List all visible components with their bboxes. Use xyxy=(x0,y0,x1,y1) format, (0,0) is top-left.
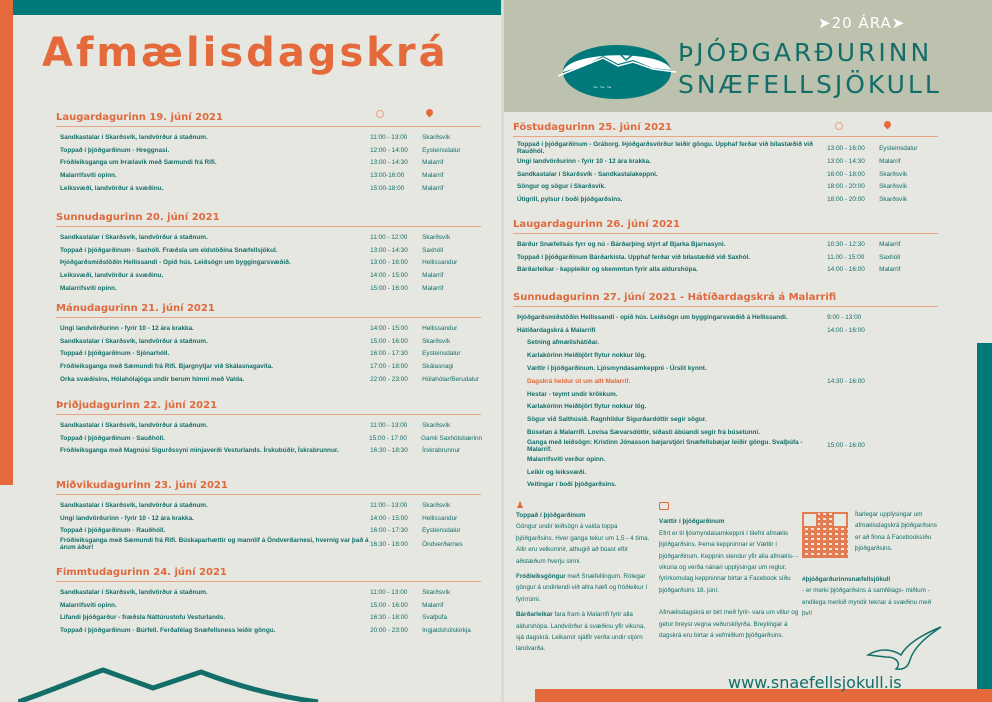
event-activity: Ungi landvörðurinn - fyrir 10 - 12 ára krakka. xyxy=(60,324,194,332)
event-time: 13:00 - 14:30 xyxy=(370,159,408,167)
event-location: Skarðsvík xyxy=(422,233,451,241)
event-location: Malarrif xyxy=(422,172,444,180)
event-time: 16:30 - 18:30 xyxy=(370,447,408,455)
event-location: Öndverðarnes xyxy=(422,540,463,548)
event-row xyxy=(56,169,481,182)
event-location: Skarðsvík xyxy=(422,337,451,345)
event-location: Malarrif xyxy=(422,185,444,193)
day-section xyxy=(513,122,938,206)
event-time: 15:00-18:00 xyxy=(370,185,405,193)
event-time: 13:00 - 16:00 xyxy=(827,144,865,152)
event-row xyxy=(56,525,481,538)
day-title: Sunnudagurinn 27. júní 2021 - Hátíðardagskrá á Malarrifi xyxy=(513,292,938,307)
day-section xyxy=(56,567,481,637)
event-activity: Karlakórinn Heiðbjört flytur nokkur lög. xyxy=(527,352,647,360)
event-row xyxy=(56,612,481,625)
event-location: Hellissandur xyxy=(422,324,458,332)
event-row xyxy=(513,375,938,388)
event-location: Skarðsvík xyxy=(879,170,908,178)
hiker-icon: ♟ xyxy=(516,500,525,510)
day-section xyxy=(56,212,481,295)
event-time: 13:00-16:00 xyxy=(370,172,405,180)
anniversary-label: ➤20 ÁRA➤ xyxy=(818,14,906,32)
event-row xyxy=(56,586,481,599)
event-time: 15:00 - 16:00 xyxy=(370,285,408,293)
event-time: 14:00 - 15:00 xyxy=(370,324,408,332)
event-row xyxy=(513,181,938,194)
event-row xyxy=(56,512,481,525)
event-activity: Sandkastalar í Skarðsvík, landvörður á staðnum. xyxy=(60,233,208,241)
event-row xyxy=(56,182,481,195)
page-title: Afmælisdagskrá xyxy=(42,30,449,76)
event-activity: Toppað í þjóðgarðinum - Saxhóll. Fræðsla um eldstöðina Snæfellsjökul. xyxy=(60,246,278,254)
website-link[interactable]: www.snaefellsjokull.is xyxy=(728,673,902,692)
hashtag-text: - er merki þjóðgarðsins á samfélags- miðlum - endilega merkið myndir teknar á svæðinu með því! xyxy=(802,587,932,618)
event-location: Malarrif xyxy=(879,157,901,165)
event-row xyxy=(513,413,938,426)
event-row xyxy=(56,144,481,157)
day-section xyxy=(513,219,938,276)
event-time: 14:00 - 16:00 xyxy=(827,326,865,334)
event-row xyxy=(56,419,481,432)
event-activity: Söngur og sögur í Skarðsvík. xyxy=(517,183,606,191)
event-activity: Bárður Snæfellsás fyrr og nú - Bárðarþing stýrt af Bjarka Bjarnasyni. xyxy=(517,240,726,248)
event-time: 22:00 - 23:00 xyxy=(370,376,408,384)
event-activity: Karlakórinn Heiðbjört flytur nokkur lög. xyxy=(527,403,647,411)
logo-text-line1: ÞJÓÐGARÐURINN xyxy=(678,38,933,67)
event-activity: Sandkastalar í Skarðsvík, landvörður á staðnum. xyxy=(60,337,208,345)
event-activity: Fróðleiksganga með Sæmundi frá Rifi. Bjargnytjar við Skálasnagavita. xyxy=(60,363,274,371)
event-row xyxy=(513,251,938,264)
event-activity: Hestar - teymt undir krökkum. xyxy=(527,390,618,398)
event-activity: Búsetan á Malarrifi. Lovísa Sævarsdóttir, síðasti ábúandi segir frá búsetunni. xyxy=(527,429,760,437)
day-section xyxy=(56,112,481,195)
event-row xyxy=(56,231,481,244)
event-activity: Ungi landvörðurinn - fyrir 10 - 12 ára krakka. xyxy=(517,157,651,165)
event-activity: Þjóðgarðsmiðstöðin Hellissandi - Opið hús. Leiðsögn um byggingarsvæðið. xyxy=(60,259,291,267)
event-time: 10:30 - 12:30 xyxy=(827,240,865,248)
event-row xyxy=(513,362,938,375)
event-row xyxy=(56,322,481,335)
event-time: 16:00 - 17:30 xyxy=(370,350,408,358)
event-activity: Bárðarleikar - kappleikir og skemmtun fyrir alla aldurshópa. xyxy=(517,266,698,274)
event-row xyxy=(56,360,481,373)
day-title: Mánudagurinn 21. júní 2021 xyxy=(56,303,481,318)
event-activity: Þjóðgarðsmiðstöðin Hellissandi - opið hús. Leiðsögn um byggingarsvæðið á Hellissandi. xyxy=(517,313,788,321)
facebook-qr-code[interactable] xyxy=(802,512,848,558)
logo-text-line2: SNÆFELLSJÖKULL xyxy=(678,70,942,99)
event-activity: Sögur við Salthúsið. Ragnhildur Sigurðardóttir segir sögur. xyxy=(527,416,707,424)
event-activity: Fróðleiksganga með Magnúsi Sigurðssyni minjaverði Vesturlands. Írskubúðir, Ískrabrunnur. xyxy=(60,447,339,455)
event-location: Svalþúfa xyxy=(422,614,447,622)
event-row xyxy=(513,155,938,168)
event-row xyxy=(56,432,481,445)
event-activity: Dagskrá heldur út um allt Malarrif. xyxy=(527,377,631,385)
event-location: Saxhóll xyxy=(422,246,444,254)
event-activity: Hátíðardagskrá á Malarrifi xyxy=(517,326,596,334)
event-location: Skarðsvík xyxy=(422,421,451,429)
info-heading: Vættir í þjóðgarðinum xyxy=(659,518,725,526)
event-activity: Orka svæðisins, Hólahólajóga undir berum himni með Valda. xyxy=(60,376,245,384)
event-activity: Malarrifsviti verður opinn. xyxy=(527,455,606,463)
event-location: Malarrif xyxy=(879,266,901,274)
event-location: Gamli Saxhólsbærinn xyxy=(421,434,483,442)
event-location: Malarrif xyxy=(422,285,444,293)
event-location: Eysteinsdalur xyxy=(422,146,461,154)
event-location: Skarðsvík xyxy=(422,133,451,141)
info-text: Göngur undir leiðsögn á valda toppa þjóðgarðsins. Hver ganga tekur um 1,5 - 4 tíma. Allir eru velkomnir, athugið að búast eftir aðstæðum hverju sinni. xyxy=(516,523,650,565)
day-section xyxy=(56,303,481,386)
event-time: 16:00 - 17:30 xyxy=(370,527,408,535)
day-title: Sunnudagurinn 20. júní 2021 xyxy=(56,212,481,227)
event-row xyxy=(56,624,481,637)
event-activity: Fróðleiksganga með Sæmundi frá Rifi. Búskaparhættir og mannlíf á Öndverðarnesi, hvernig var það á árum áður! xyxy=(60,537,369,552)
event-row xyxy=(513,426,938,439)
event-row xyxy=(513,193,938,206)
event-time: 16:30 - 18:00 xyxy=(370,614,408,622)
event-activity: Sandkastalar í Skarðsvík - Sandkastalakeppni. xyxy=(517,170,658,178)
event-time: 11:00 - 13:00 xyxy=(370,501,408,509)
event-location: Eysteinsdalur xyxy=(422,527,461,535)
event-row xyxy=(513,349,938,362)
event-location: Hellissandur xyxy=(422,514,458,522)
mountain-outline-icon xyxy=(18,640,358,702)
info-text: Efnt er til ljósmyndasamkeppni í tilefni afmælis þjóðgarðsins. Þema keppninnar er Vættir í þjóðgarðinum. Keppnin stendur yfir alla afmælis- -vikuna og verða nánari upplýsingar um reglur, fyrirkomulag keppninnar birtar á Facebook síðu þjóðgarðsins 18. júní. xyxy=(659,529,798,594)
event-location: Malarrif xyxy=(879,240,901,248)
event-time: 15:00 - 16:00 xyxy=(370,601,408,609)
info-bardarleikar: Bárðarleikar fara fram á Malarrifi fyrir alla aldurshópa. Landvörður á svæðinu yfir vikuna, sjá dagskrá. Leikarnir sjálfir verða undir stjórn landvarða. xyxy=(516,611,646,653)
day-title: Miðvikudagurinn 23. júní 2021 xyxy=(56,480,481,495)
event-time: 12:00 - 14:00 xyxy=(370,146,408,154)
park-logo-emblem-icon xyxy=(558,42,676,102)
event-row xyxy=(56,131,481,144)
event-time: 9:00 - 13:00 xyxy=(827,313,862,321)
event-activity: Ungi landvörðurinn - fyrir 10 - 12 ára krakka. xyxy=(60,514,194,522)
info-vaettir xyxy=(659,500,799,641)
event-row xyxy=(513,453,938,466)
event-location: Malarrif xyxy=(422,159,444,167)
event-time: 17:00 - 18:00 xyxy=(370,363,408,371)
event-activity: Vættir í þjóðgarðinum. Ljósmyndasamkeppni - Úrslit kynnt. xyxy=(527,365,707,373)
event-activity: Leikir og leiksvæði. xyxy=(527,468,587,476)
event-time: 11:00 - 13:00 xyxy=(370,421,408,429)
event-activity: Leiksvæði, landvörður á svæðinu. xyxy=(60,272,164,280)
event-time: 15:00 - 16:00 xyxy=(370,337,408,345)
event-row xyxy=(56,282,481,295)
event-row xyxy=(513,264,938,277)
event-location: Írskrabrunnur xyxy=(422,447,461,455)
event-row xyxy=(513,337,938,350)
event-row xyxy=(513,466,938,479)
bird-icon xyxy=(866,625,946,675)
event-location: Eysteinsdalur xyxy=(422,350,461,358)
event-row xyxy=(56,269,481,282)
event-row xyxy=(513,401,938,414)
event-location: Eysteinsdalur xyxy=(879,144,918,152)
top-teal-bar xyxy=(13,0,501,15)
event-time: 18:00 - 20:00 xyxy=(827,196,865,204)
event-time: 11:00 - 13:00 xyxy=(370,133,408,141)
event-location: Skálasnagi xyxy=(422,363,454,371)
event-location: Skarðsvík xyxy=(879,196,908,204)
event-time: 16:00 - 18:00 xyxy=(827,170,865,178)
event-row xyxy=(56,244,481,257)
event-activity: Veitingar í boði þjóðgarðsins. xyxy=(527,481,617,489)
event-location: Ingjaldshólskirkja xyxy=(422,627,471,635)
day-title: Föstudagurinn 25. júní 2021 xyxy=(513,122,938,137)
hashtag: #þjóðgarðurinnsnæfellsjökull xyxy=(802,576,891,583)
event-row xyxy=(56,373,481,386)
event-row xyxy=(513,141,938,155)
event-time: 13:00 - 14:30 xyxy=(370,246,408,254)
event-time: 20:00 - 23:00 xyxy=(370,627,408,635)
event-location: Hólahólar/Berudalur xyxy=(422,376,479,384)
right-teal-bar xyxy=(977,343,992,702)
day-title: Laugardagurinn 19. júní 2021 xyxy=(56,112,481,127)
event-row xyxy=(513,238,938,251)
info-toppad xyxy=(516,500,651,655)
event-row xyxy=(56,257,481,270)
event-row xyxy=(56,537,481,551)
event-row xyxy=(513,479,938,492)
event-activity: Sandkastalar í Skarðsvík, landvörður á staðnum. xyxy=(60,588,208,596)
event-location: Skarðsvík xyxy=(422,588,451,596)
event-activity: Sandkastalar í Skarðsvík, landvörður á staðnum. xyxy=(60,133,208,141)
day-title: Fimmtudagurinn 24. júní 2021 xyxy=(56,567,481,582)
day-title: Þriðjudagurinn 22. júní 2021 xyxy=(56,400,481,415)
event-activity: Malarrifsviti opinn. xyxy=(60,172,117,180)
info-frodleik: Fróðleiksgöngur með Snæfellingum. Rólegar göngur á undirlendi við allra hæfi og fróðleikur í fyrirrúmi. xyxy=(516,573,648,603)
event-row xyxy=(513,324,938,337)
event-row xyxy=(513,168,938,181)
event-activity: Leiksvæði, landvörður á svæðinu. xyxy=(60,185,164,193)
event-activity: Útigrill, pylsur í boði þjóðgarðsins. xyxy=(517,196,623,204)
event-row xyxy=(56,335,481,348)
day-title: Laugardagurinn 26. júní 2021 xyxy=(513,219,938,234)
event-time: 14:30 - 16:00 xyxy=(827,377,865,385)
event-activity: Fróðleiksganga um Þrælavík með Sæmundi frá Rifi. xyxy=(60,159,217,167)
left-orange-bar xyxy=(0,0,13,485)
info-disclaimer: Afmælisdagskrá er birt með fyrir- vara um villur og getur breyst vegna veðurskilyrða. Breytingar á dagskrá eru birtar á vefmiðlum þjóðgarðsins. xyxy=(659,609,799,640)
event-time: 11:00 - 13:00 xyxy=(370,588,408,596)
info-hashtag xyxy=(802,574,932,620)
event-time: 13:00 - 14:30 xyxy=(827,157,865,165)
event-activity: Toppað í þjóðgarðinum - Rauðhóll. xyxy=(60,527,166,535)
event-row xyxy=(56,445,481,458)
event-location: Malarrif xyxy=(422,272,444,280)
event-location: Hellissandur xyxy=(422,259,458,267)
event-row xyxy=(513,439,938,453)
camera-icon xyxy=(659,502,669,510)
event-time: 14:00 - 16:00 xyxy=(827,266,865,274)
event-row xyxy=(56,499,481,512)
event-activity: Sandkastalar í Skarðsvík, landvörður á staðnum. xyxy=(60,501,208,509)
event-location: Skarðsvík xyxy=(422,501,451,509)
event-location: Malarrif xyxy=(422,601,444,609)
event-time: 15:00 - 16:00 xyxy=(827,442,865,450)
event-time: 13:00 - 16:00 xyxy=(370,259,408,267)
event-time: 16:30 - 18:00 xyxy=(370,540,408,548)
event-row xyxy=(56,348,481,361)
day-section xyxy=(56,480,481,551)
event-time: 15:00 - 17:00 xyxy=(369,434,407,442)
event-activity: Toppað í þjóðgarðinum - Hreggnasi. xyxy=(60,146,170,154)
event-activity: Toppað í þjóðgarðinum - Sauðhóll. xyxy=(60,434,165,442)
event-time: 18:00 - 20:00 xyxy=(827,183,865,191)
event-time: 11.00 - 15:00 xyxy=(827,253,865,261)
event-row xyxy=(56,599,481,612)
event-activity: Sandkastalar í Skarðsvík, landvörður á staðnum. xyxy=(60,421,208,429)
event-activity: Malarrifsviti opinn. xyxy=(60,285,117,293)
event-time: 14:00 - 15:00 xyxy=(370,272,408,280)
event-row xyxy=(513,311,938,324)
event-location: Saxhóll xyxy=(879,253,901,261)
event-activity: Malarrifsviti opinn. xyxy=(60,601,117,609)
event-location: Skarðsvík xyxy=(879,183,908,191)
event-activity: Lifandi þjóðgarður - fræðsla Náttúrustofu Vesturlands. xyxy=(60,614,226,622)
event-activity: Setning afmælishátíðar. xyxy=(527,339,600,347)
svg-text:~ ~ ~: ~ ~ ~ xyxy=(593,83,612,92)
event-activity: Toppað í þjóðgarðinum Bárðarkista. Upphaf ferðar við bílastæðið við Saxhól. xyxy=(517,253,751,261)
event-activity: Toppað í þjóðgarðinum - Sjónarhóll. xyxy=(60,350,170,358)
info-heading: Toppað í þjóðgarðinum xyxy=(516,512,586,519)
event-row xyxy=(513,388,938,401)
day-section xyxy=(513,292,938,491)
event-activity: Toppað í þjóðgarðinum - Búrfell. Ferðafélag Snæfellsness leiðir göngu. xyxy=(60,627,276,635)
event-activity: Ganga með leiðsögn: Kristinn Jónasson bæjarstjóri Snæfellsbæjar leiðir göngu. Svalþúfa - Malarrif. xyxy=(527,438,803,453)
day-section xyxy=(56,400,481,457)
event-time: 14:00 - 15:00 xyxy=(370,514,408,522)
event-row xyxy=(56,157,481,170)
info-qr-text: Ítarlegar upplýsingar um afmælisdagskrá þjóðgarðsins er að finna á Facebooksíðu þjóðgarðsins. xyxy=(855,511,937,553)
event-activity: Toppað í þjóðgarðinum - Gráborg. Þjóðgarðsvörður leiðir göngu. Upphaf ferðar við bílastæðið við Rauðhól. xyxy=(517,141,813,155)
event-time: 11:00 - 12:00 xyxy=(370,233,408,241)
